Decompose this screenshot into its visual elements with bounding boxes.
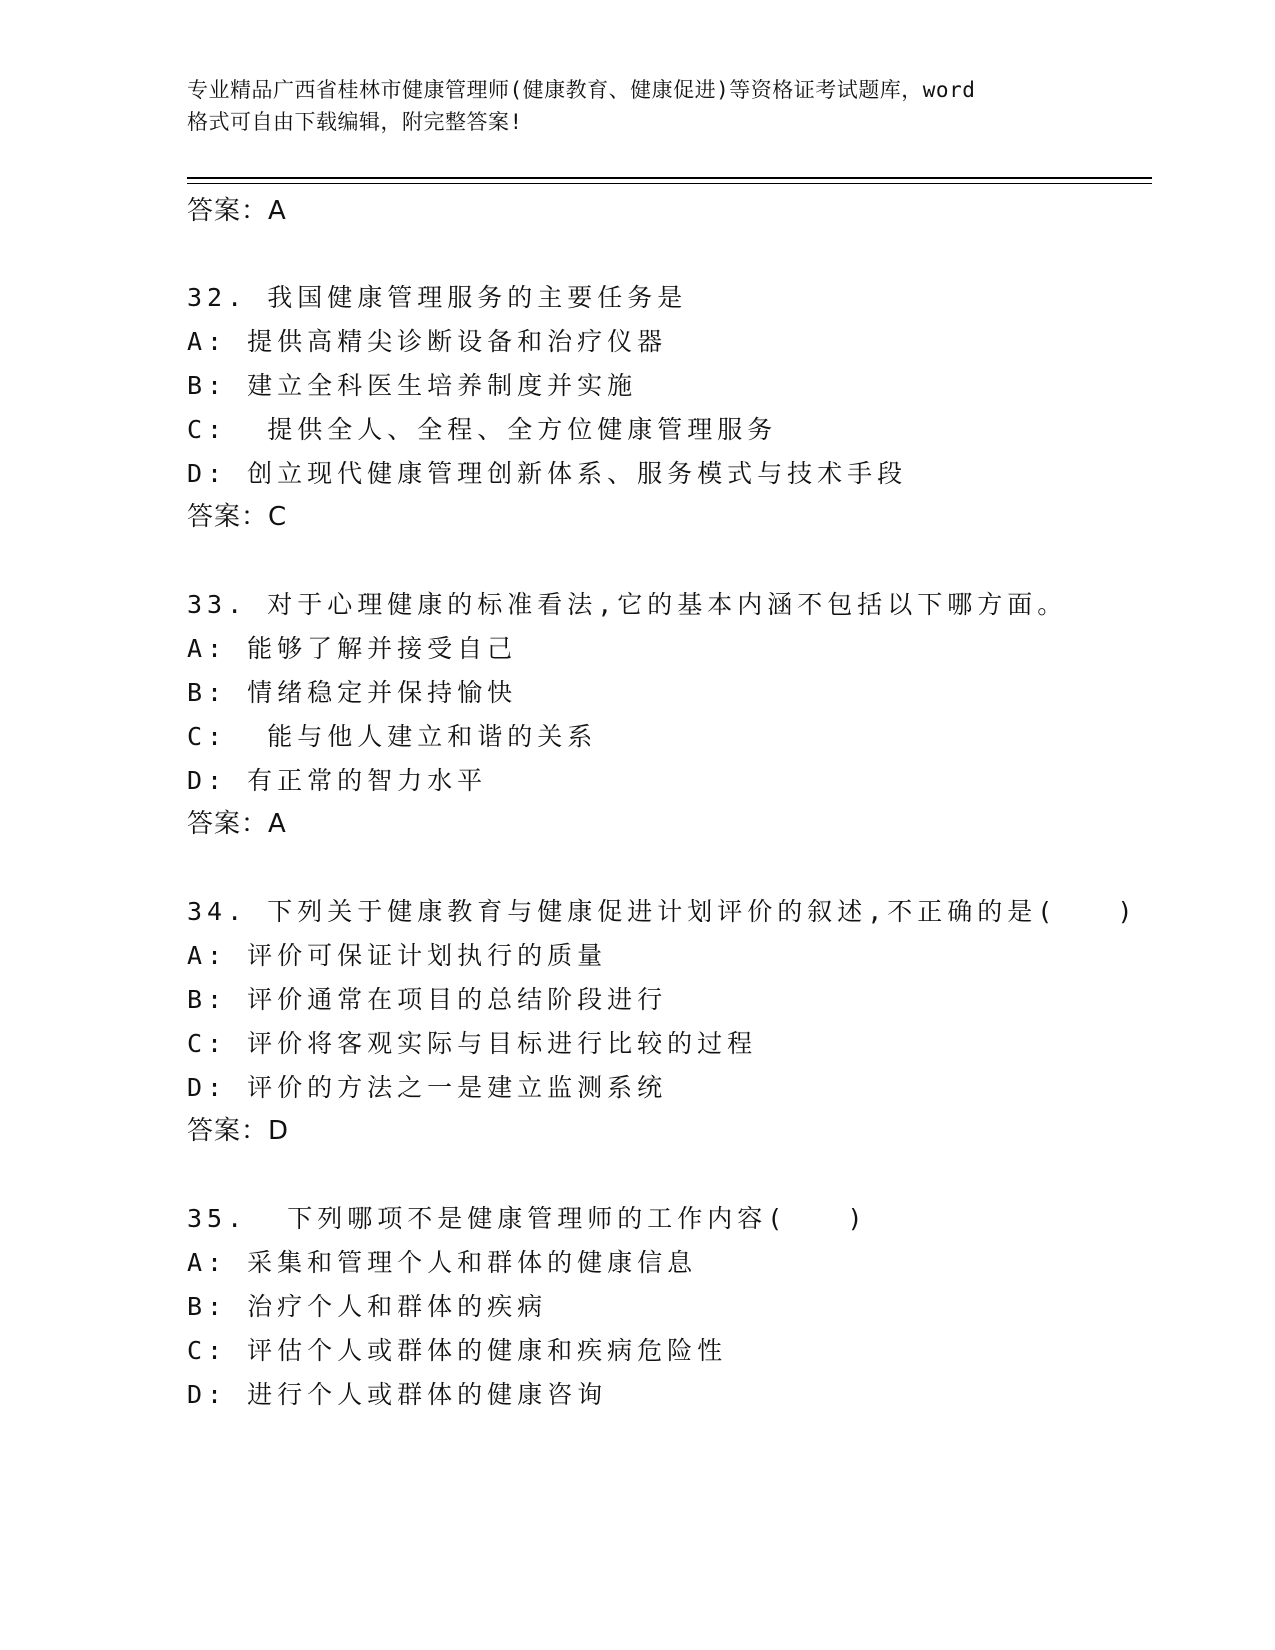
question-35-option-a: A: 采集和管理个人和群体的健康信息 [187, 1248, 698, 1277]
question-32-stem: 32. 我国健康管理服务的主要任务是 [187, 283, 688, 312]
question-35-option-c: C: 评估个人或群体的健康和疾病危险性 [187, 1336, 728, 1365]
question-32-answer: 答案：C [187, 502, 288, 532]
question-32-option-b: B: 建立全科医生培养制度并实施 [187, 371, 638, 400]
previous-answer: 答案：A [187, 196, 287, 226]
header-rule-thick [187, 177, 1152, 179]
question-33-option-c: C: 能与他人建立和谐的关系 [187, 722, 598, 751]
header-line-1: 专业精品广西省桂林市健康管理师(健康教育、健康促进)等资格证考试题库，word [187, 78, 976, 102]
document-header [187, 74, 1087, 138]
question-33-stem: 33. 对于心理健康的标准看法,它的基本内涵不包括以下哪方面。 [187, 590, 1068, 619]
question-33-option-a: A: 能够了解并接受自己 [187, 634, 518, 663]
question-35-stem: 35. 下列哪项不是健康管理师的工作内容( ) [187, 1204, 868, 1233]
question-33-option-d: D: 有正常的智力水平 [187, 766, 488, 795]
question-34-stem: 34. 下列关于健康教育与健康促进计划评价的叙述,不正确的是( ) [187, 897, 1138, 926]
question-32-option-d: D: 创立现代健康管理创新体系、服务模式与技术手段 [187, 459, 908, 488]
question-33-option-b: B: 情绪稳定并保持愉快 [187, 678, 518, 707]
question-34-answer: 答案：D [187, 1116, 290, 1146]
question-34-option-c: C: 评价将客观实际与目标进行比较的过程 [187, 1029, 758, 1058]
question-34-option-a: A: 评价可保证计划执行的质量 [187, 941, 608, 970]
question-35-option-b: B: 治疗个人和群体的疾病 [187, 1292, 548, 1321]
question-32-option-c: C: 提供全人、全程、全方位健康管理服务 [187, 415, 778, 444]
header-rule-thin [187, 183, 1152, 184]
question-34-option-d: D: 评价的方法之一是建立监测系统 [187, 1073, 668, 1102]
header-line-2: 格式可自由下载编辑，附完整答案! [187, 110, 523, 134]
question-33-answer: 答案：A [187, 809, 287, 839]
question-35-option-d: D: 进行个人或群体的健康咨询 [187, 1380, 608, 1409]
question-34-option-b: B: 评价通常在项目的总结阶段进行 [187, 985, 668, 1014]
question-32-option-a: A: 提供高精尖诊断设备和治疗仪器 [187, 327, 668, 356]
